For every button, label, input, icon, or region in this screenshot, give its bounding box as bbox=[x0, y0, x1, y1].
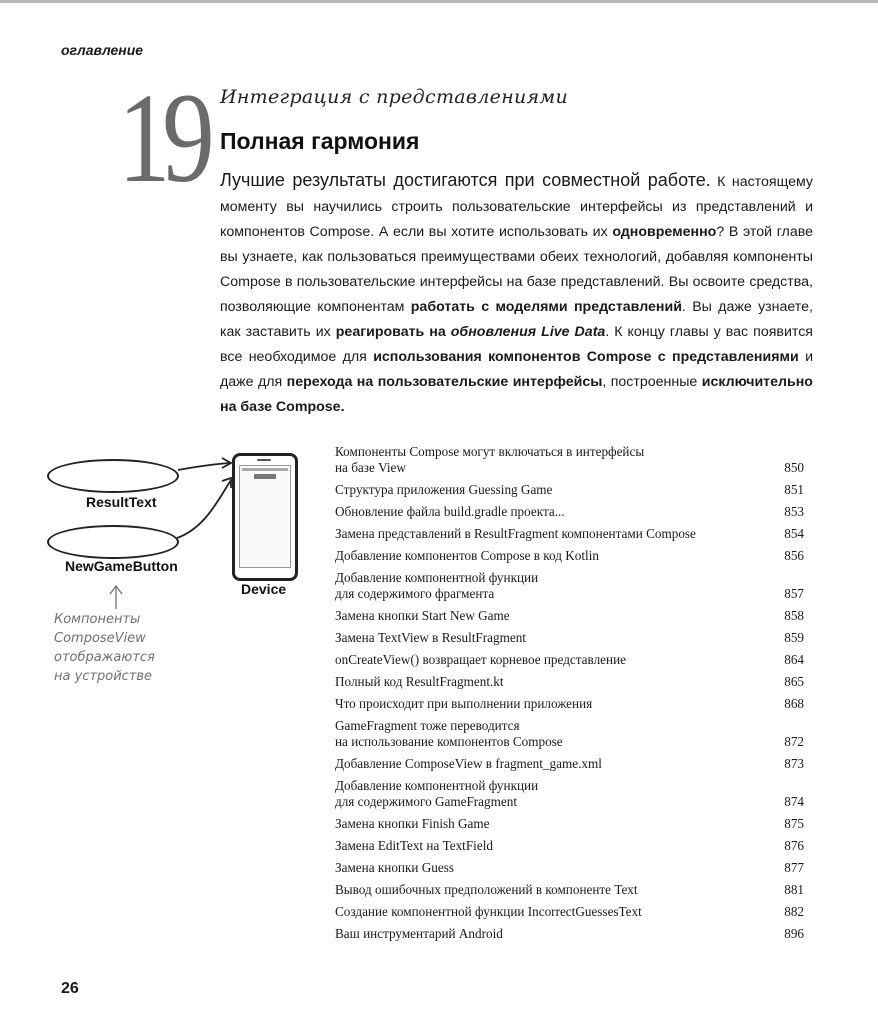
toc-entry-title: Замена EditText на TextField bbox=[335, 838, 493, 853]
toc-entry-title: Компоненты Compose могут включаться в интерфейсы на базе View bbox=[335, 444, 645, 475]
toc-entry-title: onCreateView() возвращает корневое представление bbox=[335, 652, 626, 667]
toc-entry-title: Добавление ComposeView в fragment_game.xml bbox=[335, 756, 602, 771]
toc-entry-page: 872 bbox=[784, 734, 804, 749]
toc-list bbox=[335, 441, 810, 945]
toc-entry-page: 874 bbox=[784, 794, 804, 809]
toc-entry-title: Замена кнопки Guess bbox=[335, 860, 454, 875]
toc-entry[interactable] bbox=[335, 901, 810, 923]
toc-entry-page: 851 bbox=[784, 482, 804, 497]
toc-entry-page: 882 bbox=[784, 904, 804, 919]
toc-entry-page: 859 bbox=[784, 630, 804, 645]
toc-entry-title: Добавление компонентной функции для содержимого фрагмента bbox=[335, 570, 539, 601]
toc-entry-page: 876 bbox=[784, 838, 804, 853]
toc-entry-title: Структура приложения Guessing Game bbox=[335, 482, 553, 497]
intro-text: К настоящему моменту вы научились строить пользовательские интерфейсы из представлений и компонентов Compose. А если вы хотите использовать их bbox=[220, 174, 813, 240]
new-game-button-ellipse bbox=[47, 525, 179, 559]
toc-entry-title: Замена TextView в ResultFragment bbox=[335, 630, 526, 645]
toc-entry[interactable] bbox=[335, 649, 810, 671]
screen-button bbox=[254, 474, 276, 479]
intro-text: ? В этой главе вы узнаете, как пользоваться преимуществами обеих технологий, добавляя компоненты Compose в пользовательские интерфейсы на базе представлений. Вы освоите средства, позволяющие компонентам bbox=[220, 224, 813, 315]
toc-entry-title: Что происходит при выполнении приложения bbox=[335, 696, 593, 711]
intro-text: , построенные bbox=[602, 374, 702, 390]
toc-entry-title: Замена представлений в ResultFragment компонентами Compose bbox=[335, 526, 696, 541]
toc-entry-page: 853 bbox=[784, 504, 804, 519]
intro-emphasis: реагировать на bbox=[335, 324, 451, 340]
toc-entry-page: 875 bbox=[784, 816, 804, 831]
intro-text: . К концу главы у вас появится все необходимое для bbox=[220, 324, 813, 365]
toc-entry-title: GameFragment тоже переводится на использование компонентов Compose bbox=[335, 718, 563, 749]
intro-text: . Вы даже узнаете, как заставить их bbox=[220, 299, 813, 340]
chapter-subtitle: Интеграция с представлениями bbox=[220, 86, 569, 108]
toc-entry-page: 873 bbox=[784, 756, 804, 771]
toc-entry-page: 854 bbox=[784, 526, 804, 541]
toc-entry-page: 877 bbox=[784, 860, 804, 875]
device-label: Device bbox=[241, 581, 287, 597]
toc-entry-page: 856 bbox=[784, 548, 804, 563]
toc-entry[interactable] bbox=[335, 813, 810, 835]
toc-entry-title: Ваш инструментарий Android bbox=[335, 926, 503, 941]
toc-entry-title: Полный код ResultFragment.kt bbox=[335, 674, 504, 689]
toc-entry-page: 896 bbox=[784, 926, 804, 941]
intro-emphasis: исключительно на базе Compose. bbox=[220, 374, 813, 415]
toc-entry-title: Добавление компонентной функции для содержимого GameFragment bbox=[335, 778, 539, 809]
toc-entry-page: 850 bbox=[784, 460, 804, 475]
toc-entry[interactable] bbox=[335, 879, 810, 901]
intro-emphasis: перехода на пользовательские интерфейсы bbox=[286, 374, 603, 390]
toc-entry-page: 865 bbox=[784, 674, 804, 689]
page-number: 26 bbox=[61, 980, 79, 997]
toc-entry-page: 868 bbox=[784, 696, 804, 711]
phone-speaker bbox=[257, 459, 271, 461]
toc-entry[interactable] bbox=[335, 857, 810, 879]
result-text-label: ResultText bbox=[86, 494, 157, 510]
toc-entry[interactable] bbox=[335, 923, 810, 945]
toc-entry-title: Добавление компонентов Compose в код Kotlin bbox=[335, 548, 599, 563]
intro-text: и даже для bbox=[220, 349, 813, 390]
toc-entry[interactable] bbox=[335, 545, 810, 567]
toc-entry-title: Замена кнопки Start New Game bbox=[335, 608, 510, 623]
toc-entry-page: 858 bbox=[784, 608, 804, 623]
toc-entry[interactable] bbox=[335, 605, 810, 627]
chapter-title: Полная гармония bbox=[220, 128, 420, 154]
handwritten-note: Компоненты ComposeView отображаются на устройстве bbox=[54, 612, 155, 684]
toc-entry[interactable] bbox=[335, 567, 810, 605]
toc-entry[interactable] bbox=[335, 523, 810, 545]
section-label: оглавление bbox=[61, 42, 144, 58]
toc-entry[interactable] bbox=[335, 775, 810, 813]
toc-entry-page: 857 bbox=[784, 586, 804, 601]
intro-emphasis: использования компонентов Compose с представлениями bbox=[373, 349, 799, 365]
phone-screen bbox=[239, 465, 291, 568]
toc-entry[interactable] bbox=[335, 753, 810, 775]
toc-entry-page: 881 bbox=[784, 882, 804, 897]
new-game-button-label: NewGameButton bbox=[65, 558, 178, 574]
intro-emphasis: работать с моделями представлений bbox=[410, 299, 682, 315]
toc-entry[interactable] bbox=[335, 693, 810, 715]
toc-entry-page: 864 bbox=[784, 652, 804, 667]
intro-emphasis: обновления Live Data bbox=[450, 324, 606, 340]
screen-text-line bbox=[242, 468, 288, 471]
toc-entry-title: Вывод ошибочных предположений в компоненте Text bbox=[335, 882, 638, 897]
toc-entry-title: Обновление файла build.gradle проекта... bbox=[335, 504, 565, 519]
intro-lead: Лучшие результаты достигаются при совместной работе. bbox=[220, 170, 711, 190]
toc-entry[interactable] bbox=[335, 627, 810, 649]
toc-entry-title: Создание компонентной функции IncorrectGuessesText bbox=[335, 904, 642, 919]
toc-entry[interactable] bbox=[335, 715, 810, 753]
toc-entry-title: Замена кнопки Finish Game bbox=[335, 816, 490, 831]
intro-emphasis: одновременно bbox=[612, 224, 717, 240]
chapter-number: 19 bbox=[118, 67, 207, 209]
device-phone-icon bbox=[232, 453, 298, 581]
toc-entry[interactable] bbox=[335, 671, 810, 693]
toc-entry[interactable] bbox=[335, 479, 810, 501]
toc-entry[interactable] bbox=[335, 441, 810, 479]
toc-entry[interactable] bbox=[335, 835, 810, 857]
toc-entry[interactable] bbox=[335, 501, 810, 523]
result-text-ellipse bbox=[47, 459, 179, 493]
